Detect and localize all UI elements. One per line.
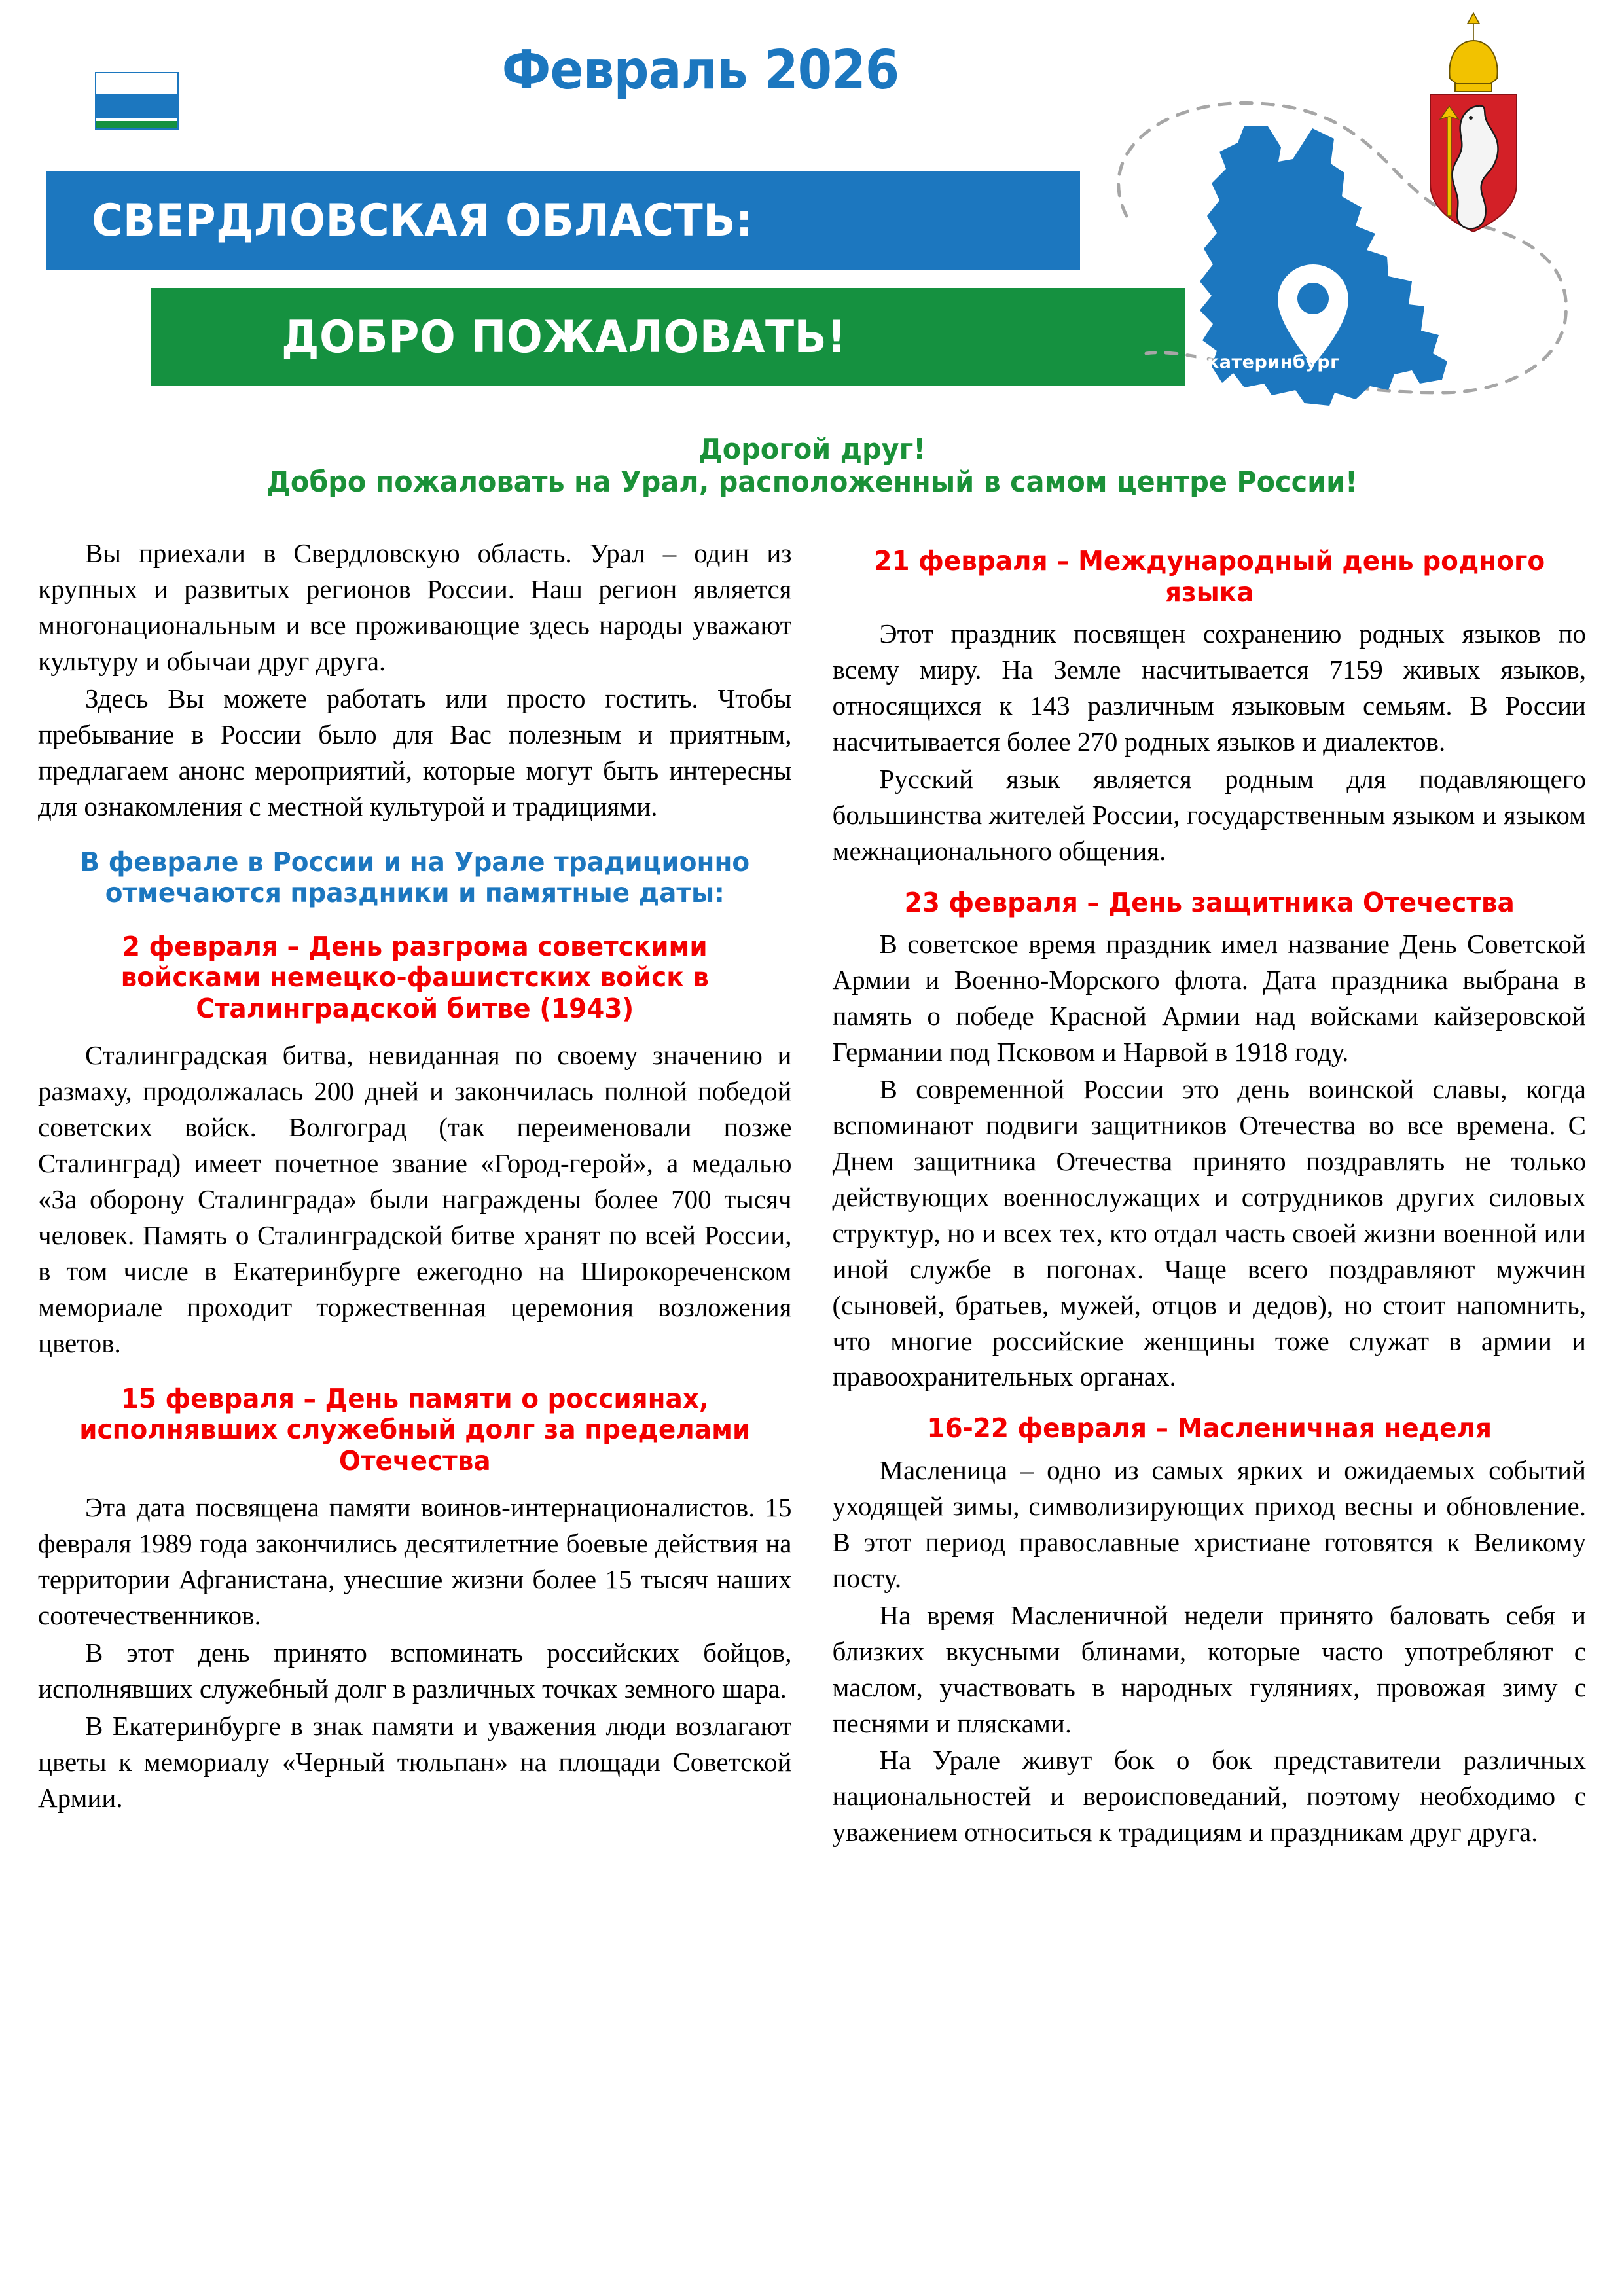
greeting-block <box>0 433 1624 499</box>
paragraph-feb-15-2: В этот день принято вспоминать российских бойцов, исполнявших служебный долг в различных точках земного шара. <box>38 1638 792 1704</box>
banner-region-name-label: СВЕРДЛОВСКАЯ ОБЛАСТЬ: <box>92 194 753 247</box>
heading-february-holidays: В феврале в России и на Урале традиционно отмечаются праздники и памятные даты: <box>80 846 750 909</box>
heading-feb-15: 15 февраля – День памяти о россиянах, исполнявших служебный долг за пределами Отечества <box>79 1382 751 1477</box>
map-city-label: Екатеринбург <box>1195 352 1340 372</box>
paragraph-maslenitsa-1: Масленица – одно из самых ярких и ожидаемых событий уходящей зимы, символизирующих приход весны и обновление. В этот период православные христиане готовятся к Великому посту. <box>832 1454 1586 1593</box>
page-header <box>0 0 1624 432</box>
paragraph-feb-21-1: Этот праздник посвящен сохранению родных языков по всему миру. На Земле насчитывается 7159 живых языков, относящихся к 143 различным языковым семьям. В России насчитывается более 270 родных языков и диалектов. <box>832 619 1586 757</box>
map-pin-hole <box>1297 283 1329 314</box>
left-column <box>38 535 792 1850</box>
banner-welcome-label: ДОБРО ПОЖАЛОВАТЬ! <box>281 311 847 363</box>
paragraph-feb-23-1: В советское время праздник имел название День Советской Армии и Военно-Морского флота. Дата праздника выбрана в память о победе Красной Армии над войсками кайзеровской Германии под Псковом и Нарвой в 1918 году. <box>832 929 1586 1067</box>
paragraph-feb-15-3: В Екатеринбурге в знак памяти и уважения люди возлагают цветы к мемориалу «Черный тюльпан» на площади Советской Армии. <box>38 1710 792 1813</box>
greeting-line-2: Добро пожаловать на Урал, расположенный в самом центре России! <box>266 465 1358 499</box>
heading-feb-2: 2 февраля – День разгрома советскими войсками немецко-фашистских войск в Сталинградской битве (1943) <box>120 930 709 1024</box>
heading-feb-16-22: 16-22 февраля – Масленичная неделя <box>926 1412 1492 1444</box>
paragraph-intro-1: Вы приехали в Свердловскую область. Урал – один из крупных и развитых регионов России. Наш регион является многонациональным и все проживающие здесь народы уважают культуру и обычаи друг друга. <box>38 538 792 676</box>
month-title: Февраль 2026 <box>501 39 899 101</box>
article-columns <box>0 535 1624 1850</box>
flag-band-green <box>96 121 177 128</box>
paragraph-feb-21-2: Русский язык является родным для подавляющего большинства жителей России, государственным языком и языком межнационального общения. <box>832 763 1586 866</box>
paragraph-feb-15-1: Эта дата посвящена памяти воинов-интернационалистов. 15 февраля 1989 года закончились десятилетние боевые действия на территории Афганистана, унесшие жизни более 15 тысяч наших соотечественников. <box>38 1492 792 1631</box>
heading-feb-21: 21 февраля – Международный день родного языка <box>873 545 1545 608</box>
banner-welcome <box>151 288 1185 386</box>
paragraph-feb-23-2: В современной России это день воинской славы, когда вспоминают подвиги защитников Отечества во все времена. С Днем защитника Отечества принято поздравлять не только действующих военнослужащих и сотрудников других силовых структур, но и всех тех, кто отдал часть своей жизни военной или иной службе в погонах. Чаще всего поздравляют мужчин (сыновей, братьев, мужей, отцов и дедов), но стоит напомнить, что многие российские женщины тоже служат в армии и правоохранительных органах. <box>832 1073 1586 1392</box>
paragraph-maslenitsa-2: На время Масленичной недели принято баловать себя и близких вкусными блинами, которые часто употребляют с маслом, участвовать в народных гуляниях, провожая зиму с песнями и плясками. <box>832 1600 1586 1738</box>
paragraph-feb-2-1: Сталинградская битва, невиданная по своему значению и размаху, продолжалась 200 дней и закончилась полной победой советских войск. Волгоград (так переименовали позже Сталинград) имеет почетное звание «Город-герой», а медалью «За оборону Сталинграда» были награждены более 700 тысяч человек. Память о Сталинградской битве хранят по всей России, в том числе в Екатеринбурге ежегодно на Широкореченском мемориале проходит торжественная церемония возложения цветов. <box>38 1040 792 1358</box>
banner-region-name <box>46 171 1080 270</box>
coat-of-arms-icon <box>1430 13 1517 232</box>
heading-feb-23: 23 февраля – День защитника Отечества <box>904 886 1515 918</box>
paragraph-maslenitsa-3: На Урале живут бок о бок представители различных национальностей и вероисповеданий, поэтому необходимо с уважением относиться к традициям и праздникам друг друга. <box>832 1745 1586 1848</box>
greeting-line-1: Дорогой друг! <box>698 433 926 466</box>
right-column <box>833 535 1587 1850</box>
paragraph-intro-2: Здесь Вы можете работать или просто гостить. Чтобы пребывание в России было для Вас полезным и приятным, предлагаем анонс мероприятий, которые могут быть интересны для ознакомления с местной культурой и традициями. <box>38 683 792 821</box>
